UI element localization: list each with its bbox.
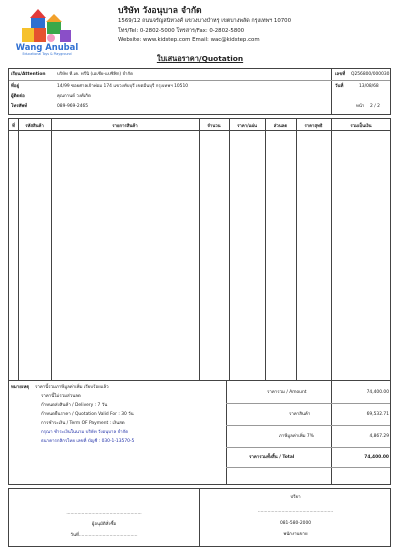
attention-label: เรียน/Attention (11, 72, 46, 77)
tel-value: 089-969-2465 (57, 104, 89, 109)
contact-label: ผู้ติดต่อ (11, 94, 25, 99)
header-qty: จำนวน (207, 124, 221, 129)
remarks-line-3: กำหนดส่งสินค้า / Delivery : 7 วัน (41, 403, 108, 408)
sales-title: พนักงานขาย (283, 532, 308, 537)
total-label: ราคารวมทั้งสิ้น / Total (249, 455, 295, 460)
address-value: 14/99 ซอยศาลเจ้าพ่อม 174 แขวงทับบุรี เขตมีนบุรี กรุงเทพฯ 10510 (57, 84, 189, 89)
items-table (8, 118, 391, 381)
remarks-line-4: กำหนดยืนราคา / Quotation Valid For : 30 วัน (41, 412, 134, 417)
attention-value: บริษัท ที.เค. ทรีนิ (เอเชีย-แปซิฟิก) จำกัด (57, 72, 134, 77)
header-no: ที่ (12, 124, 15, 129)
date-label: วันที่ (335, 84, 344, 89)
total-value: 74,400.00 (364, 455, 389, 460)
remarks-label: หมายเหตุ (11, 385, 30, 390)
company-phone-fax: โทร/Tel: 0-2802-5000 โทรสาร/Fax: 0-2802-5800 (118, 27, 245, 34)
vat-value: 4,867.29 (369, 434, 389, 439)
signature-section (8, 488, 391, 547)
remarks-line-2: ราคานี้ไม่รวมส่วนลด (41, 394, 81, 399)
header-amount: รวมเป็นเงิน (350, 124, 372, 129)
header-net-price: ราคาสุทธิ (304, 124, 323, 129)
company-name: บริษัท วังอนุบาล จำกัด (118, 6, 202, 16)
customer-info-box (8, 68, 391, 115)
header-discount: ส่วนลด (273, 124, 288, 129)
company-info (118, 6, 388, 46)
tel-label: โทรศัพท์ (11, 104, 28, 109)
quote-number-value: Q256800/000030 (351, 72, 390, 77)
approver-date: วันที่.......................................... (70, 533, 138, 538)
remarks-line-6: กรุณา ชำระเงินในนาม บริษัท วังอนุบาล จำกัด (41, 430, 129, 435)
sales-signature-line: ...................................................... (257, 509, 334, 514)
remarks-line-1: ราคานี้รวมภาษีมูลค่าเพิ่ม เรียบร้อยแล้ว (35, 385, 109, 390)
remarks-line-5: การชำระเงิน / Term OF Payment : เงินสด (41, 421, 125, 426)
company-logo (8, 6, 86, 58)
page-value: 2 / 2 (370, 104, 380, 109)
net-value: 69,532.71 (366, 412, 389, 417)
approver-title: ผู้อนุมัติสั่งซื้อ (91, 522, 117, 527)
date-value: 13/08/68 (359, 84, 379, 89)
header-description: รายการสินค้า (112, 124, 138, 129)
address-label: ที่อยู่ (11, 84, 20, 89)
net-label: ราคาสินค้า (289, 412, 311, 417)
page-label: หน้า (356, 104, 365, 109)
remarks-line-7: ธนาคารกสิกรไทย เลขที่ บัญชี : 030-1-13570-5 (41, 439, 135, 444)
remarks-totals-section (8, 381, 391, 485)
sales-phone: 081-580-2000 (279, 521, 312, 526)
amount-label: ราคารวม / Amount (267, 390, 307, 395)
contact-value: คุณกานต์ วงศ์เกิด (57, 94, 91, 99)
vat-label: ภาษีมูลค่าเพิ่ม 7% (279, 434, 314, 439)
header-unit-price: ราคา/แผ่น (237, 124, 257, 129)
approver-signature-line: ...................................................... (66, 511, 142, 516)
company-web-email: Website: www.kidstep.com Email: wac@kidstep.com (118, 37, 260, 44)
logo-text: Wang Anubal (15, 42, 79, 52)
header-code: รหัสสินค้า (25, 124, 44, 129)
logo-tagline: Educational Toys & Playground (22, 52, 72, 56)
document-title: ใบเสนอราคา/Quotation (156, 54, 244, 63)
company-address: 1569/12 ถนนจรัญสนิทวงศ์ แขวงบางบำหรุ เขตบางพลัด กรุงเทพฯ 10700 (118, 18, 292, 24)
amount-value: 74,400.00 (366, 390, 389, 395)
quote-number-label: เลขที่ (335, 72, 346, 77)
sales-name: ปรียา (290, 495, 301, 500)
